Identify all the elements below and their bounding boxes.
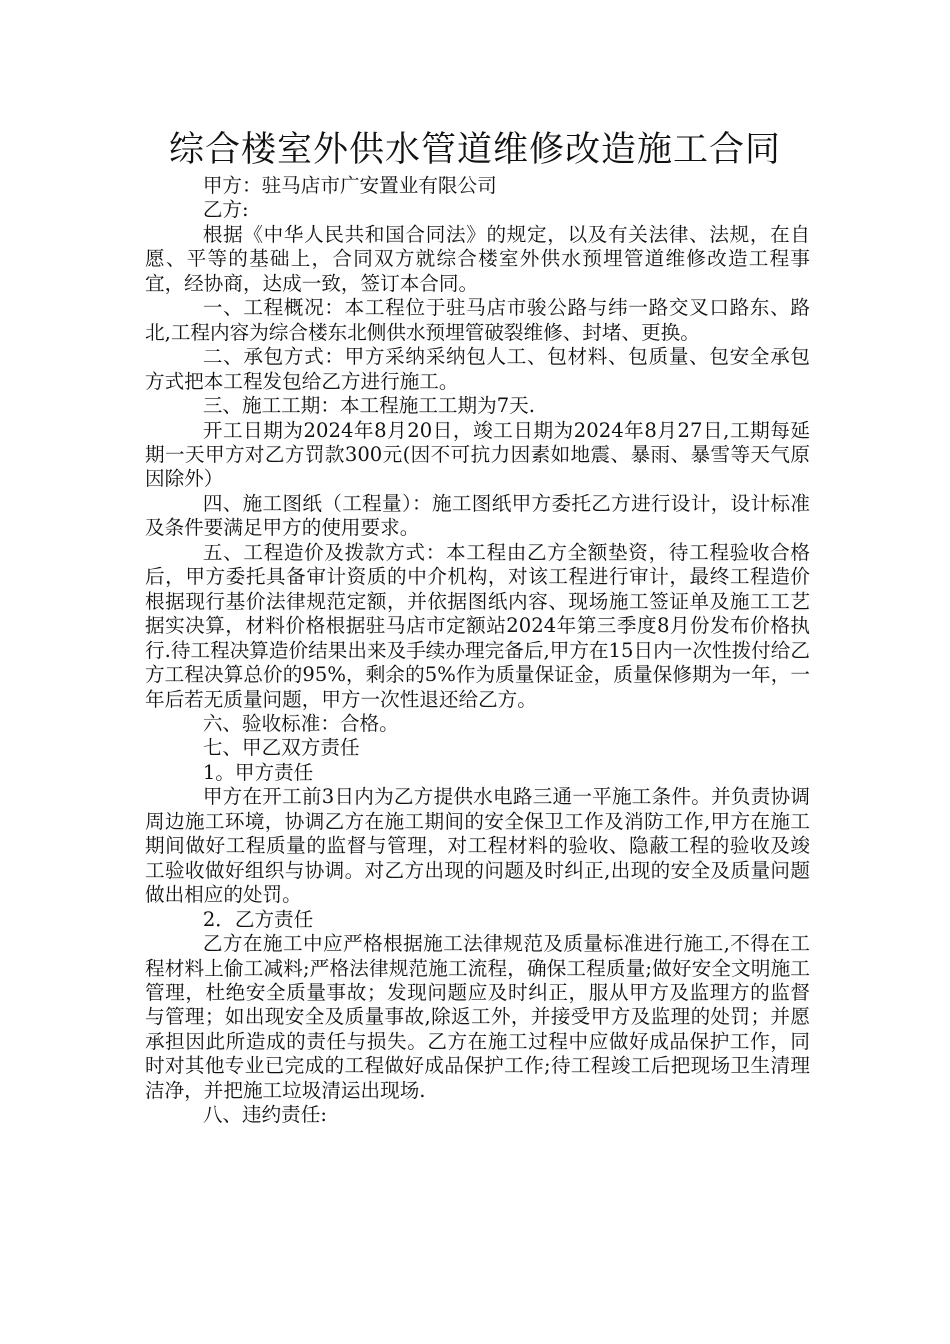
preamble-paragraph: 根据《中华人民共和国合同法》的规定，以及有关法律、法规，在自愿、平等的基础上，合同双方就综合楼室外供水预埋管道维修改造工程事宜，经协商，达成一致，签订本合同。 xyxy=(145,222,810,295)
party-a-line: 甲方：驻马店市广安置业有限公司 xyxy=(202,174,497,197)
party-a-responsibility-text: 甲方在开工前3日内为乙方提供水电路三通一平施工条件。并负责协调周边施工环境，协调乙方在施工期间的安全保卫工作及消防工作,甲方在施工期间做好工程质量的监督与管理，对工程材料的验收、隐蔽工程的验收及竣工验收做好组织与协调。对乙方出现的问题及时纠正,出现的安全及质量问题做出相应的处罚。 xyxy=(145,785,810,907)
party-b-responsibility-text: 乙方在施工中应严格根据施工法律规范及质量标准进行施工,不得在工程材料上偷工减料;严格法律规范施工流程，确保工程质量;做好安全文明施工管理，杜绝安全质量事故；发现问题应及时纠正，服从甲方及监理方的监督与管理；如出现安全及质量事故,除返工外，并接受甲方及监理的处罚；并愿承担因此所造成的责任与损失。乙方在施工过程中应做好成品保护工作，同时对其他专业已完成的工程做好成品保护工作;待工程竣工后把现场卫生清理洁净，并把施工垃圾清运出现场. xyxy=(145,932,810,1102)
document-title: 综合楼室外供水管道维修改造施工合同 xyxy=(168,130,781,170)
clause-construction-period: 三、施工工期：本工程施工工期为7天. xyxy=(202,394,536,418)
document-body xyxy=(145,174,810,1128)
clause-contract-method: 二、承包方式：甲方采纳采纳包人工、包材料、包质量、包安全承包方式把本工程发包给乙方进行施工。 xyxy=(145,345,810,393)
clause-cost-payment: 五、工程造价及拨款方式：本工程由乙方全额垫资，待工程验收合格后，甲方委托具备审计资质的中介机构，对该工程进行审计，最终工程造价根据现行基价法律规范定额，并依据图纸内容、现场施工签证单及施工工艺据实决算，材料价格根据驻马店市定额站2024年第三季度8月份发布价格执行.待工程决算造价结果出来及手续办理完备后,甲方在15日内一次性拨付给乙方工程决算总价的95%，剩余的5%作为质量保证金，质量保修期为一年，一年后若无质量问题，甲方一次性退还给乙方。 xyxy=(145,540,810,711)
party-a-responsibility-heading: 1。甲方责任 xyxy=(202,760,314,784)
party-b-line: 乙方: xyxy=(202,198,249,222)
clause-responsibilities-heading: 七、甲乙双方责任 xyxy=(202,736,360,760)
clause-start-end-dates: 开工日期为2024年8月20日，竣工日期为2024年8月27日,工期每延期一天甲方对乙方罚款300元(因不可抗力因素如地震、暴雨、暴雪等天气原因除外） xyxy=(145,418,810,491)
clause-breach-liability-heading: 八、违约责任: xyxy=(202,1103,327,1127)
clause-project-overview: 一、工程概况：本工程位于驻马店市骏公路与纬一路交叉口路东、路北,工程内容为综合楼东北侧供水预埋管破裂维修、封堵、更换。 xyxy=(145,296,810,344)
party-b-responsibility-heading: 2．乙方责任 xyxy=(202,907,314,931)
clause-acceptance-standard: 六、验收标准：合格。 xyxy=(202,711,399,735)
clause-drawings: 四、施工图纸（工程量）：施工图纸甲方委托乙方进行设计，设计标准及条件要满足甲方的使用要求。 xyxy=(145,491,810,540)
